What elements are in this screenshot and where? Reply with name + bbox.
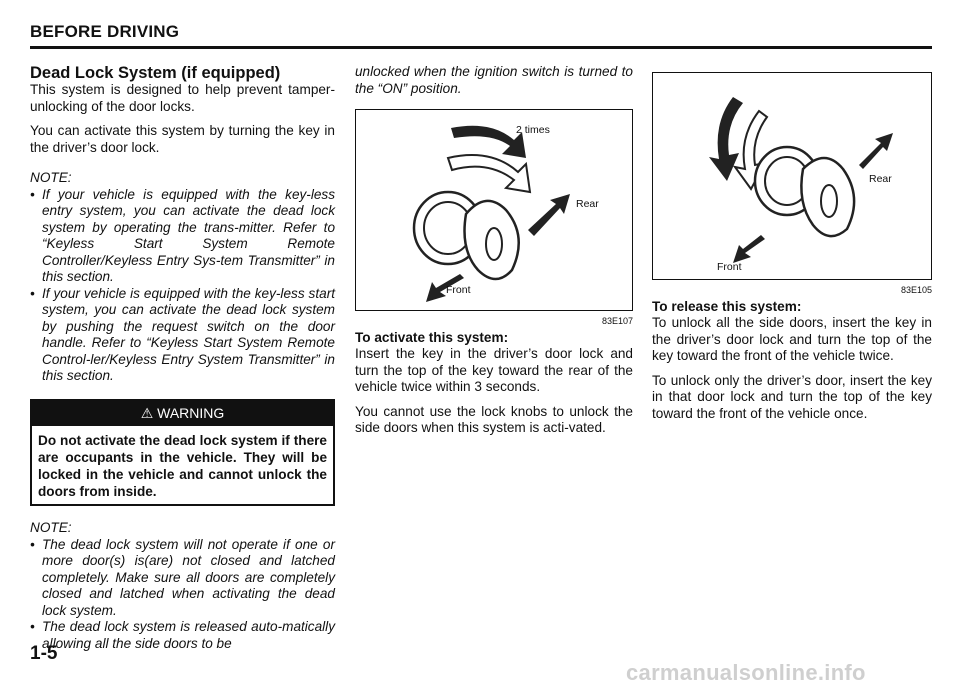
figure-caption: 83E105 — [900, 285, 932, 295]
times-label: 2 times — [516, 124, 550, 136]
note-item: • The dead lock system is released auto-matically allowing all the side doors to be — [30, 619, 335, 651]
note-label: NOTE: — [30, 170, 72, 185]
rear-label: Rear — [576, 198, 599, 210]
header-rule — [30, 46, 932, 49]
page-header-title: BEFORE DRIVING — [30, 22, 180, 41]
page-number: 1-5 — [30, 643, 58, 664]
sub-heading: To release this system: — [652, 298, 802, 314]
warning-title: WARNING — [157, 404, 225, 421]
column-3 — [652, 72, 932, 422]
front-label: Front — [446, 284, 471, 296]
rear-label: Rear — [869, 173, 892, 185]
intro-paragraph: This system is designed to help prevent tamper-unlocking of the door locks. — [30, 82, 335, 114]
rear-arrow-icon — [528, 194, 570, 236]
front-label: Front — [717, 261, 742, 273]
activate-instructions: Insert the key in the driver’s door lock and turn the top of the key toward the rear of the vehicle twice within 3 seconds. — [355, 346, 633, 394]
note-label: NOTE: — [30, 520, 72, 535]
note-item: • If your vehicle is equipped with the key-less start system, you can activate the dead lock system by pushing the request switch on the door handle. Refer to “Keyless Start System Remote Control-ler/Keyless Entry System Transmitter” in this section. — [30, 285, 335, 383]
curved-arrow-outline-icon — [448, 155, 530, 192]
note-item: • If your vehicle is equipped with the key-less entry system, you can activate the dead lock system by operating the trans-mitter. Refer to “Keyless Start System Remote Controller/Keyless Entry Sys-tem Transmitter” in this section. — [30, 186, 335, 284]
continued-note: unlocked when the ignition switch is turned to the “ON” position. — [355, 64, 633, 96]
warning-box — [30, 399, 335, 507]
footer-watermark: carmanualsonline.info — [626, 660, 866, 685]
column-1 — [30, 64, 335, 652]
note-list — [30, 187, 335, 385]
driver-door-paragraph: To unlock only the driver’s door, insert the key in that door lock and turn the top of the key toward the front of the vehicle once. — [652, 372, 932, 421]
curved-arrow-icon — [451, 126, 526, 158]
column-2 — [355, 64, 633, 437]
lock-knob-paragraph: You cannot use the lock knobs to unlock the side doors when this system is acti-vated. — [355, 403, 633, 435]
activate-paragraph: You can activate this system by turning the key in the driver’s door lock. — [30, 123, 335, 155]
warning-triangle-icon: ⚠ — [140, 404, 154, 421]
warning-text: Do not activate the dead lock system if there are occupants in the vehicle. They will be locked in the vehicle and cannot unlock the doors from inside. — [38, 433, 327, 499]
release-instructions: To unlock all the side doors, insert the key in the driver’s door lock and turn the top of the key toward the front of the vehicle twice. — [652, 315, 932, 363]
figure-caption: 83E107 — [601, 316, 633, 326]
note-item: • The dead lock system will not operate if one or more door(s) is(are) not closed and latched completely. Make sure all doors are completely closed and latched when activating the dead lock system. — [30, 536, 335, 618]
warning-header — [32, 401, 333, 427]
sub-heading: To activate this system: — [355, 329, 509, 345]
activate-illustration — [355, 109, 633, 311]
release-illustration — [652, 72, 932, 280]
section-heading: Dead Lock System (if equipped) — [30, 64, 281, 82]
rear-arrow-icon — [859, 133, 893, 169]
note-list — [30, 537, 335, 653]
